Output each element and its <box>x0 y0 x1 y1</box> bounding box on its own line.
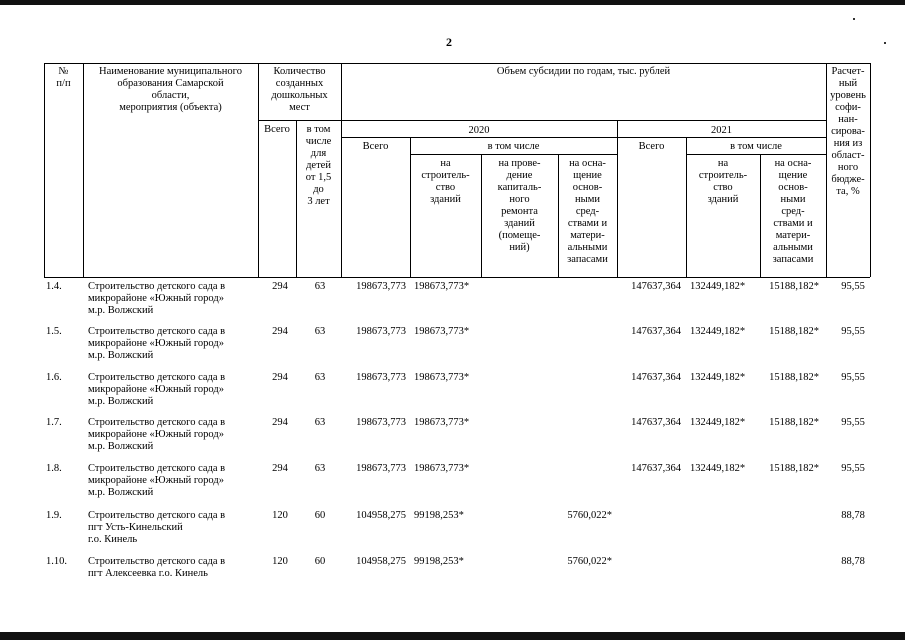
header-rate: та, % <box>836 186 860 197</box>
header-rate: област- <box>831 150 865 161</box>
table-row-1.10.-total-2020: 104958,275 <box>356 556 406 567</box>
header-places-children: в том <box>306 124 331 135</box>
header-equipment-2020: матери- <box>570 230 605 241</box>
header-name: мероприятия (объекта) <box>119 102 222 113</box>
table-row-1.5.-total-2021: 147637,364 <box>631 326 681 337</box>
table-row-1.9.-num: 1.9. <box>46 510 62 521</box>
header-equipment-2020: на осна- <box>569 158 606 169</box>
table-row-1.4.-places-total: 294 <box>272 281 288 292</box>
header-year-2020: 2020 <box>468 125 490 136</box>
header-repair-2020: ного <box>509 194 530 205</box>
table-row-1.6.-equipment-2021: 15188,182* <box>769 372 819 383</box>
col-border <box>341 63 342 277</box>
header-construction-2021: зданий <box>707 194 739 205</box>
table-row-1.4.-name: микрорайоне «Южный город» <box>88 293 224 304</box>
table-row-1.8.-name: микрорайоне «Южный город» <box>88 475 224 486</box>
table-row-1.10.-name: пгт Алексеевка г.о. Кинель <box>88 568 208 579</box>
header-equipment-2020: сред- <box>575 206 600 217</box>
header-equipment-2021: матери- <box>775 230 811 241</box>
header-rate: Расчет- <box>831 66 865 77</box>
header-equipment-2020: запасами <box>567 254 608 265</box>
header-rate: уровень <box>830 90 866 101</box>
table-row-1.5.-places-children: 63 <box>314 326 326 337</box>
incl-2021-rule <box>686 154 826 155</box>
table-row-1.6.-construction-2021: 132449,182* <box>690 372 746 383</box>
table-row-1.9.-name: г.о. Кинель <box>88 534 138 545</box>
table-row-1.7.-total-2021: 147637,364 <box>631 417 681 428</box>
table-row-1.8.-places-total: 294 <box>272 463 288 474</box>
table-row-1.7.-num: 1.7. <box>46 417 62 428</box>
scan-top-border <box>0 0 905 5</box>
header-rate: софи- <box>835 102 861 113</box>
table-row-1.6.-total-2020: 198673,773 <box>356 372 406 383</box>
table-row-1.5.-num: 1.5. <box>46 326 62 337</box>
header-equipment-2021: альными <box>773 242 813 253</box>
table-row-1.9.-name: Строительство детского сада в <box>88 510 226 521</box>
table-row-1.10.-construction-2020: 99198,253* <box>414 556 464 567</box>
header-places-children: детей <box>306 160 331 171</box>
table-row-1.7.-name: Строительство детского сада в <box>88 417 226 428</box>
header-total-2020: Всего <box>362 141 389 152</box>
table-row-1.7.-construction-2020: 198673,773* <box>414 417 470 428</box>
header-rate: ного <box>837 162 859 173</box>
table-row-1.6.-places-total: 294 <box>272 372 288 383</box>
table-row-1.9.-total-2020: 104958,275 <box>356 510 406 521</box>
table-row-1.9.-name: пгт Усть-Кинельский <box>88 522 183 533</box>
header-rate: нан- <box>838 114 858 125</box>
table-row-1.4.-places-children: 63 <box>314 281 326 292</box>
table-row-1.9.-rate: 88,78 <box>841 510 865 521</box>
table-row-1.8.-rate: 95,55 <box>841 463 865 474</box>
places-header-rule <box>258 120 826 121</box>
table-row-1.8.-name: Строительство детского сада в <box>88 463 226 474</box>
table-row-1.6.-places-children: 63 <box>314 372 326 383</box>
header-repair-2020: (помеще- <box>498 230 541 241</box>
header-total-2021: Всего <box>638 141 665 152</box>
year-header-rule <box>341 137 826 138</box>
header-bottom-rule <box>44 277 870 278</box>
header-construction-2021: ство <box>713 182 733 193</box>
table-row-1.9.-construction-2020: 99198,253* <box>414 510 464 521</box>
table-row-1.7.-places-total: 294 <box>272 417 288 428</box>
header-equipment-2021: ствами и <box>773 218 813 229</box>
table-row-1.6.-name: микрорайоне «Южный город» <box>88 384 224 395</box>
table-row-1.4.-num: 1.4. <box>46 281 62 292</box>
header-name: Наименование муниципального <box>99 66 242 77</box>
header-subsidy: Объем субсидии по годам, тыс. рублей <box>496 66 671 77</box>
table-row-1.4.-name: Строительство детского сада в <box>88 281 226 292</box>
col-border <box>44 63 45 277</box>
table-row-1.8.-total-2021: 147637,364 <box>631 463 681 474</box>
header-incl-2020: в том числе <box>487 141 540 152</box>
header-construction-2021: строитель- <box>698 170 748 181</box>
header-name: области, <box>151 90 190 101</box>
header-num: п/п <box>56 78 71 89</box>
table-row-1.9.-places-children: 60 <box>314 510 326 521</box>
table-row-1.4.-equipment-2021: 15188,182* <box>769 281 819 292</box>
table-row-1.7.-rate: 95,55 <box>841 417 865 428</box>
header-equipment-2021: щение <box>778 170 808 181</box>
table-row-1.6.-rate: 95,55 <box>841 372 865 383</box>
table-row-1.5.-equipment-2021: 15188,182* <box>769 326 819 337</box>
header-repair-2020: на прове- <box>498 158 541 169</box>
table-row-1.5.-total-2020: 198673,773 <box>356 326 406 337</box>
header-places: Количество <box>273 66 326 77</box>
header-num: № <box>58 66 69 77</box>
table-row-1.5.-name: микрорайоне «Южный город» <box>88 338 224 349</box>
table-row-1.6.-construction-2020: 198673,773* <box>414 372 470 383</box>
table-row-1.9.-places-total: 120 <box>272 510 288 521</box>
header-year-2021: 2021 <box>711 125 732 136</box>
header-construction-2020: строитель- <box>421 170 470 181</box>
table-row-1.8.-total-2020: 198673,773 <box>356 463 406 474</box>
header-repair-2020: дение <box>506 170 533 181</box>
header-equipment-2021: сред- <box>781 206 805 217</box>
table-row-1.8.-name: м.р. Волжский <box>88 487 154 498</box>
table-row-1.4.-construction-2021: 132449,182* <box>690 281 746 292</box>
table-row-1.6.-name: Строительство детского сада в <box>88 372 226 383</box>
table-row-1.7.-places-children: 63 <box>314 417 326 428</box>
header-places-children: для <box>310 148 327 159</box>
header-construction-2020: зданий <box>430 194 461 205</box>
header-equipment-2020: ствами и <box>567 218 608 229</box>
header-equipment-2020: ными <box>575 194 600 205</box>
header-equipment-2021: запасами <box>772 254 814 265</box>
table-row-1.10.-places-total: 120 <box>272 556 288 567</box>
header-rate: сирова- <box>831 126 865 137</box>
scan-speck <box>853 18 855 20</box>
header-incl-2021: в том числе <box>730 141 782 152</box>
table-row-1.5.-name: м.р. Волжский <box>88 350 154 361</box>
header-equipment-2020: щение <box>573 170 602 181</box>
header-equipment-2021: на осна- <box>774 158 812 169</box>
table-row-1.4.-rate: 95,55 <box>841 281 865 292</box>
table-row-1.10.-rate: 88,78 <box>841 556 865 567</box>
table-row-1.6.-total-2021: 147637,364 <box>631 372 681 383</box>
table-row-1.5.-places-total: 294 <box>272 326 288 337</box>
table-row-1.4.-construction-2020: 198673,773* <box>414 281 470 292</box>
table-row-1.6.-num: 1.6. <box>46 372 62 383</box>
header-places: дошкольных <box>271 90 328 101</box>
header-equipment-2021: основ- <box>778 182 808 193</box>
table-row-1.7.-name: микрорайоне «Южный город» <box>88 429 224 440</box>
table-row-1.10.-num: 1.10. <box>46 556 67 567</box>
table-row-1.8.-equipment-2021: 15188,182* <box>769 463 819 474</box>
table-row-1.5.-construction-2020: 198673,773* <box>414 326 470 337</box>
table-row-1.8.-construction-2020: 198673,773* <box>414 463 470 474</box>
table-row-1.5.-rate: 95,55 <box>841 326 865 337</box>
header-places-children: 3 лет <box>307 196 330 207</box>
header-repair-2020: капиталь- <box>497 182 542 193</box>
table-row-1.7.-construction-2021: 132449,182* <box>690 417 746 428</box>
header-places-children: до <box>313 184 324 195</box>
header-construction-2020: на <box>440 158 451 169</box>
header-places-children: от 1,5 <box>305 172 332 183</box>
table-row-1.10.-name: Строительство детского сада в <box>88 556 226 567</box>
scan-speck <box>884 42 886 44</box>
header-construction-2020: ство <box>435 182 456 193</box>
header-repair-2020: ремонта <box>501 206 538 217</box>
table-row-1.10.-equipment-2020: 5760,022* <box>567 556 612 567</box>
header-places: мест <box>289 102 310 113</box>
header-repair-2020: ний) <box>509 242 530 253</box>
header-places-children: числе <box>305 136 332 147</box>
header-places: созданных <box>275 78 324 89</box>
header-name: образования Самарской <box>117 78 224 89</box>
table-row-1.4.-total-2021: 147637,364 <box>631 281 681 292</box>
table-row-1.5.-construction-2021: 132449,182* <box>690 326 746 337</box>
table-row-1.7.-equipment-2021: 15188,182* <box>769 417 819 428</box>
header-construction-2021: на <box>717 158 729 169</box>
table-row-1.7.-name: м.р. Волжский <box>88 441 154 452</box>
table-row-1.4.-name: м.р. Волжский <box>88 305 154 316</box>
header-rate: ный <box>838 78 858 89</box>
table-row-1.8.-construction-2021: 132449,182* <box>690 463 746 474</box>
header-equipment-2021: ными <box>780 194 806 205</box>
incl-2020-rule <box>410 154 617 155</box>
table-row-1.4.-total-2020: 198673,773 <box>356 281 406 292</box>
header-places-total: Всего <box>264 124 290 135</box>
header-rate: ния из <box>833 138 863 149</box>
header-equipment-2020: основ- <box>572 182 603 193</box>
table-row-1.6.-name: м.р. Волжский <box>88 396 154 407</box>
table-row-1.5.-name: Строительство детского сада в <box>88 326 226 337</box>
table-row-1.8.-num: 1.8. <box>46 463 62 474</box>
table-top-rule <box>44 63 870 64</box>
header-equipment-2020: альными <box>567 242 608 253</box>
scan-bottom-border <box>0 632 905 640</box>
table-row-1.10.-places-children: 60 <box>314 556 326 567</box>
header-repair-2020: зданий <box>504 218 535 229</box>
page-number: 2 <box>446 35 452 49</box>
header-rate: бюдже- <box>831 174 865 185</box>
table-row-1.7.-total-2020: 198673,773 <box>356 417 406 428</box>
col-border <box>870 63 871 277</box>
table-row-1.9.-equipment-2020: 5760,022* <box>567 510 612 521</box>
table-row-1.8.-places-children: 63 <box>314 463 326 474</box>
